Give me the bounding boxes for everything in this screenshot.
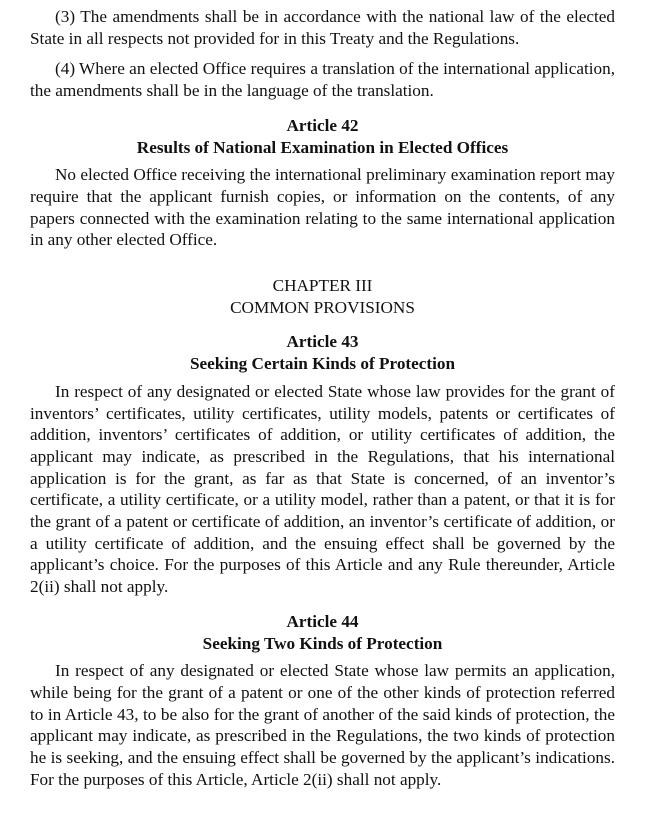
article-42-title: Results of National Examination in Elected Offices — [136, 137, 509, 157]
article-42-body: No elected Office receiving the international preliminary examination report may require that the applicant furnish copies, or information on the contents, of any papers connected with the examination relating to the same international application in any other elected Office. — [30, 165, 615, 250]
chapter-heading — [30, 275, 615, 318]
document-page — [30, 6, 615, 791]
article-44-title: Seeking Two Kinds of Protection — [202, 633, 443, 653]
article-42-heading — [30, 115, 615, 158]
article-44-heading — [30, 611, 615, 654]
article-43-number: Article 43 — [286, 332, 359, 352]
chapter-title: COMMON PROVISIONS — [230, 297, 415, 317]
chapter-number: CHAPTER III — [272, 276, 373, 296]
article-44-number: Article 44 — [286, 611, 359, 631]
paragraph-3: (3) The amendments shall be in accordance with the national law of the elected State in all respects not provided for in this Treaty and the Regulations. — [30, 7, 615, 48]
paragraph-4: (4) Where an elected Office requires a translation of the international application, the amendments shall be in the language of the translation. — [30, 59, 615, 101]
article-43-heading — [30, 331, 615, 374]
article-42-number: Article 42 — [286, 115, 359, 135]
article-43-body: In respect of any designated or elected State whose law provides for the grant of inventors’ certificates, utility certificates, utility models, patents or certificates of addition, inventors’ certificates of addition, or utility certificates of addition, the applicant may indicate, as prescribed in the Regulations, that his international application is for the grant, as far as that State is concerned, of an inventor’s certificate, a utility certificate, or a utility model, rather than a patent, or that it is for the grant of a patent or certificate of addition, an inventor’s certificate of addition, or a utility certificate of addition, and the ensuing effect shall be governed by the applicant’s choice. For the purposes of this Article and any Rule thereunder, Article 2(ii) shall not apply. — [30, 381, 615, 597]
article-43-title: Seeking Certain Kinds of Protection — [189, 354, 456, 374]
article-44-body: In respect of any designated or elected State whose law permits an application, while being for the grant of a patent or one of the other kinds of protection referred to in Article 43, to be also for the grant of another of the said kinds of protection, the applicant may indicate, as prescribed in the Regulations, the two kinds of protection he is seeking, and the ensuing effect shall be governed by the applicant’s indications. For the purposes of this Article, Article 2(ii) shall not apply. — [30, 661, 615, 789]
